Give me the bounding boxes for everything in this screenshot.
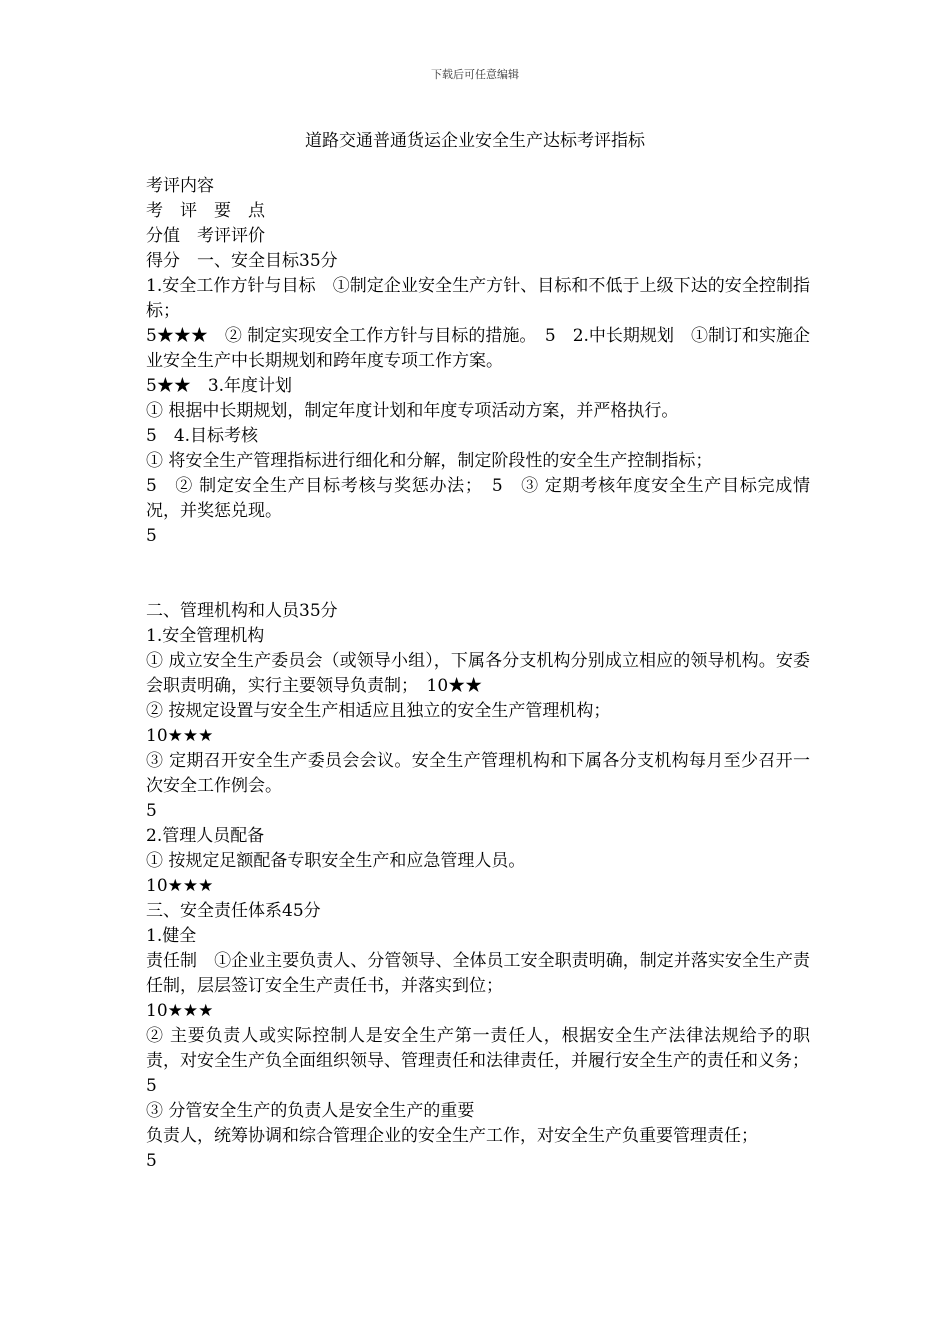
text-line: ③ 定期召开安全生产委员会会议。安全生产管理机构和下属各分支机构每月至少召开一次安全工作例会。 [146,751,810,796]
text-line: ① 成立安全生产委员会（或领导小组），下属各分支机构分别成立相应的领导机构。安委会职责明确，实行主要领导负责制； 10★★ [146,651,810,696]
text-line: 5 4.目标考核 [146,426,259,446]
text-line: 责任制 ①企业主要负责人、分管领导、全体员工安全职责明确，制定并落实安全生产责任制，层层签订安全生产责任书，并落实到位； [146,951,810,996]
text-line: 5 [146,1076,157,1096]
text-line: 5 [146,526,157,546]
document-title: 道路交通普通货运企业安全生产达标考评指标 [305,131,645,151]
text-line: 5★★★ ② 制定实现安全工作方针与目标的措施。 5 2.中长期规划 ①制订和实施企业安全生产中长期规划和跨年度专项工作方案。 [146,326,810,371]
text-line: 1.安全管理机构 [146,626,265,646]
text-line: ③ 分管安全生产的负责人是安全生产的重要 [146,1101,475,1121]
document-body [146,174,810,1174]
text-line: 考 评 要 点 [146,201,265,221]
text-line: ① 将安全生产管理指标进行细化和分解，制定阶段性的安全生产控制指标； [146,451,713,471]
text-line: 10★★★ [146,876,214,896]
text-line: 分值 考评评价 [146,226,265,246]
text-line: ① 按规定足额配备专职安全生产和应急管理人员。 [146,851,526,871]
text-line: 考评内容 [146,176,214,196]
text-line: 5 [146,801,157,821]
text-line: ① 根据中长期规划，制定年度计划和年度专项活动方案，并严格执行。 [146,401,679,421]
section-heading: 二、管理机构和人员35分 [146,601,338,621]
header-note: 下载后可任意编辑 [431,68,519,81]
text-line: ② 主要负责人或实际控制人是安全生产第一责任人，根据安全生产法律法规给予的职责，对安全生产负全面组织领导、管理责任和法律责任，并履行安全生产的责任和义务； [146,1026,810,1071]
section-heading: 三、安全责任体系45分 [146,901,321,921]
blank-line [146,574,810,599]
text-line: 1.健全 [146,926,197,946]
text-line: 10★★★ [146,726,214,746]
text-line: 5 ② 制定安全生产目标考核与奖惩办法； 5 ③ 定期考核年度安全生产目标完成情况，并奖惩兑现。 [146,476,810,521]
blank-line [146,549,810,574]
text-line: 1.安全工作方针与目标 ①制定企业安全生产方针、目标和不低于上级下达的安全控制指标； [146,276,810,321]
text-line: 2.管理人员配备 [146,826,265,846]
text-line: 5 [146,1151,157,1171]
text-line: 得分 一、安全目标35分 [146,251,338,271]
text-line: 10★★★ [146,1001,214,1021]
text-line: 5★★ 3.年度计划 [146,376,293,396]
text-line: 负责人，统筹协调和综合管理企业的安全生产工作，对安全生产负重要管理责任； [146,1126,758,1146]
text-line: ② 按规定设置与安全生产相适应且独立的安全生产管理机构； [146,701,611,721]
